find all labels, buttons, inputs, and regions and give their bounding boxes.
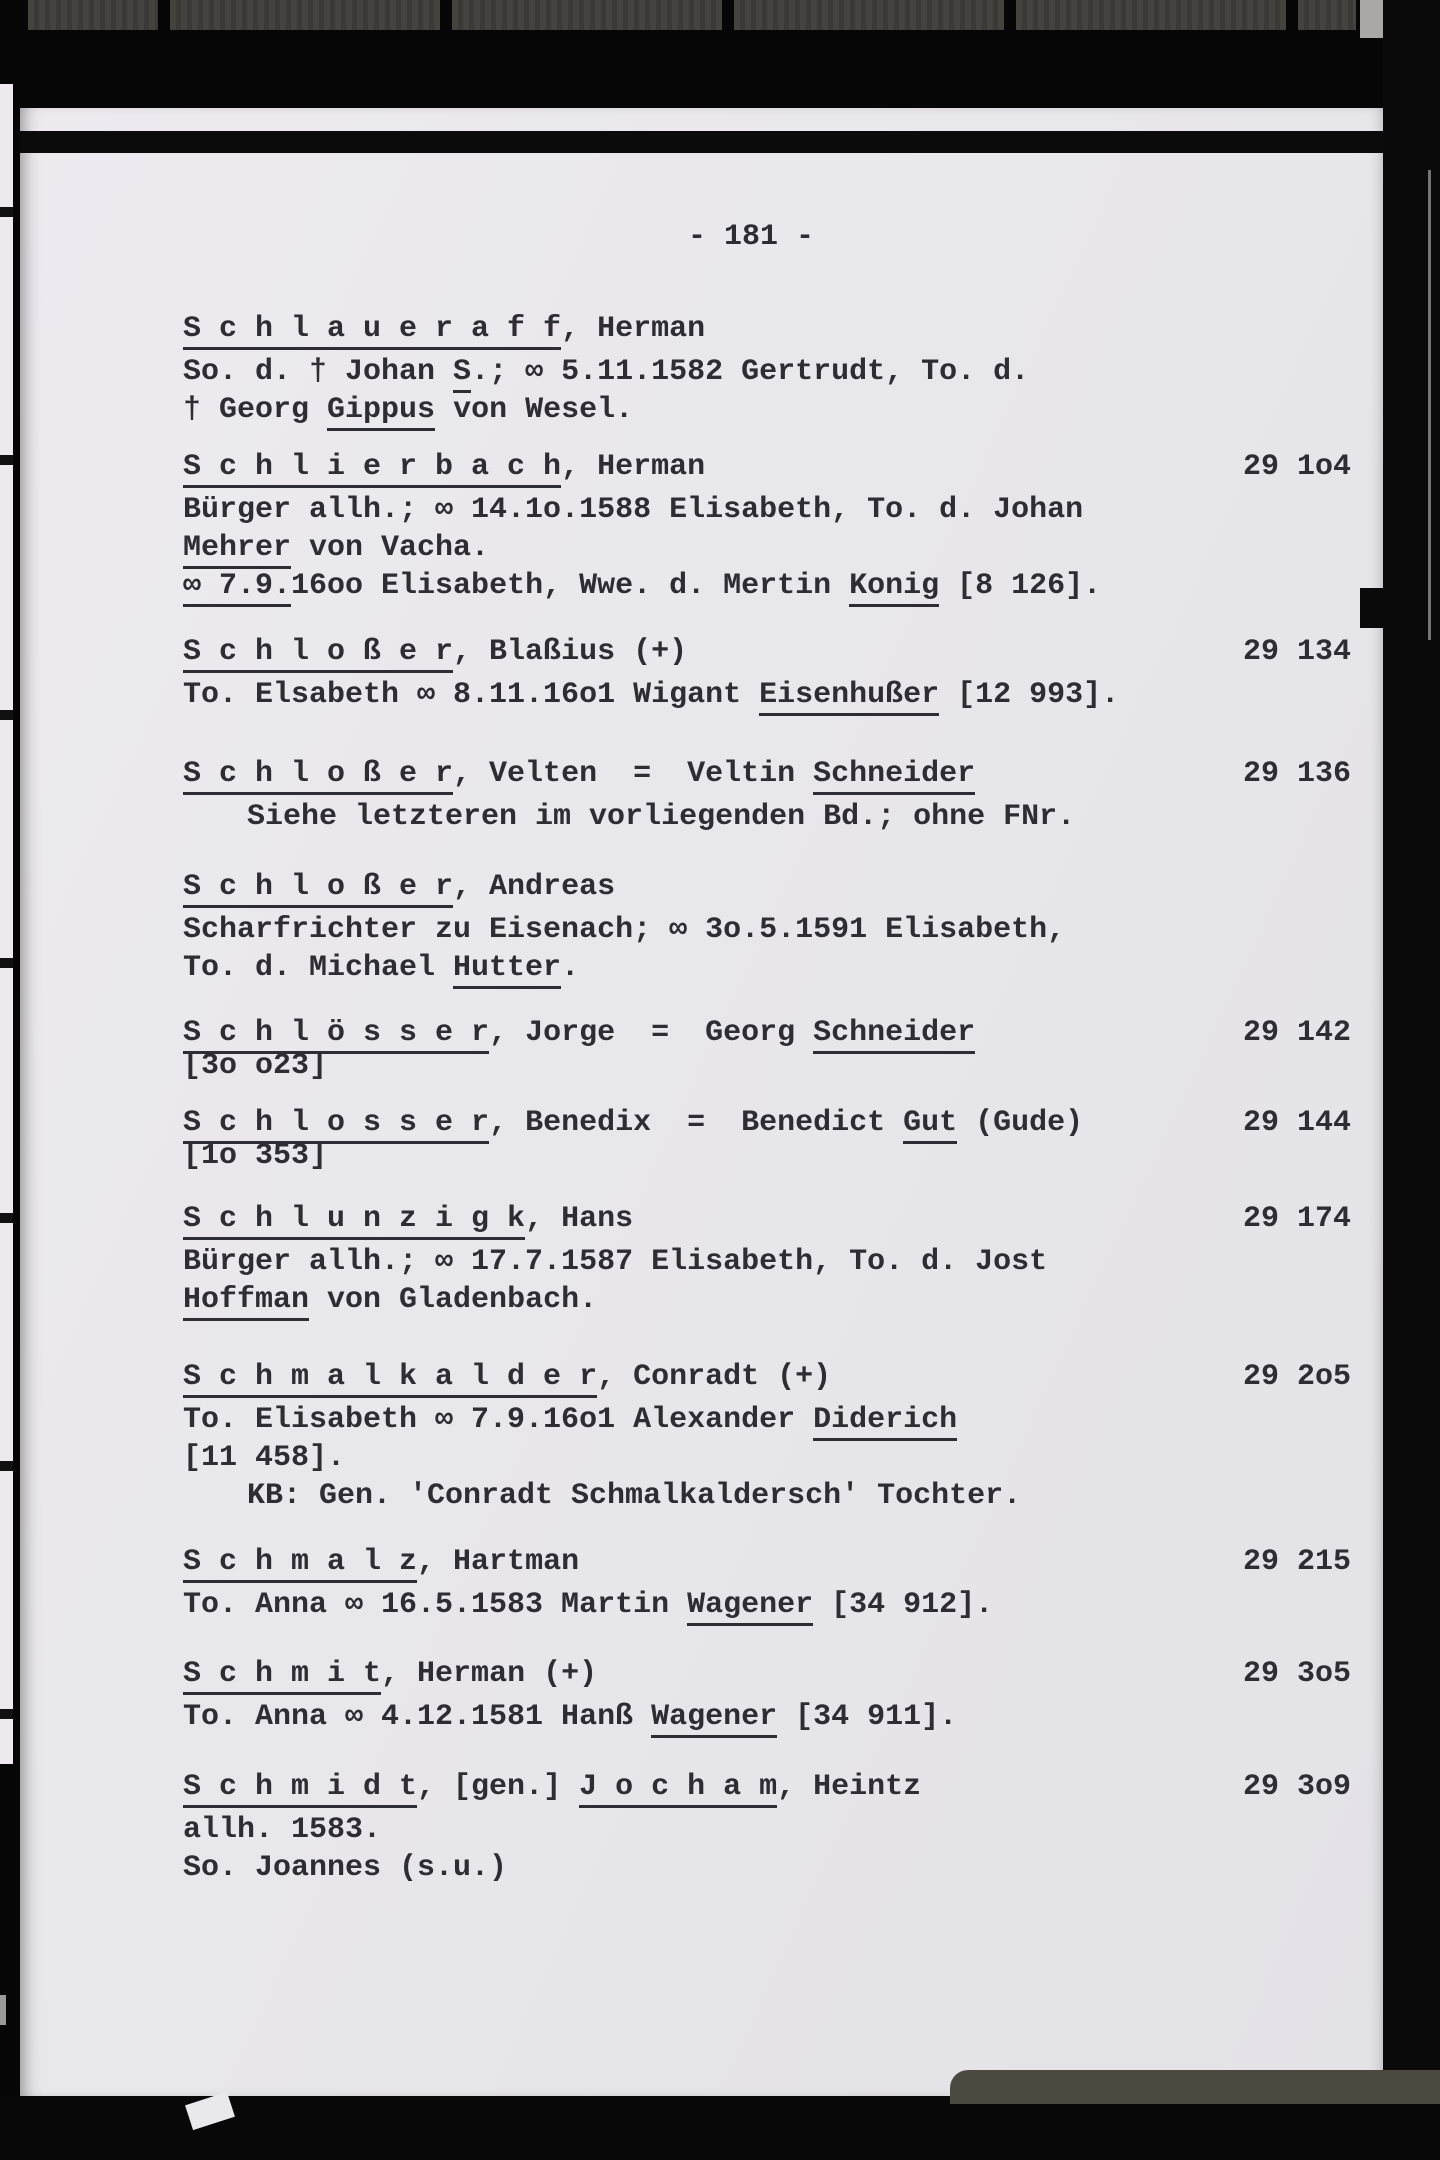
right-gutter [1383, 0, 1440, 2160]
underlined-text: S c h l i e r b a c h [183, 450, 561, 488]
book-edge-segment [734, 0, 1004, 30]
entry-body [183, 798, 1363, 836]
entry-heading [183, 1655, 1363, 1693]
text: Bürger allh.; ∞ 14.1o.1588 Elisabeth, To. d. Johan [183, 493, 1084, 527]
register-entry [183, 1768, 1363, 1887]
text: , Benedix = Benedict [489, 1106, 904, 1140]
underlined-text: Hoffman [183, 1283, 309, 1321]
film-number: 29 1o4 [1243, 450, 1352, 484]
underlined-text: S c h m i d t [183, 1770, 417, 1808]
text: , Heintz [777, 1770, 922, 1804]
entry-line [183, 1243, 1363, 1281]
entry-body [183, 353, 1363, 429]
entry-heading [183, 1768, 1363, 1806]
text: , Herman [561, 450, 706, 484]
entry-body [183, 491, 1363, 605]
text: , Velten = Veltin [453, 757, 814, 791]
film-number: 29 2o5 [1243, 1360, 1352, 1394]
entry-line [183, 1811, 1363, 1849]
text: Bürger allh.; ∞ 17.7.1587 Elisabeth, To. d. Jost [183, 1245, 1048, 1279]
left-page-edge [0, 84, 13, 1764]
film-mark [0, 1461, 13, 1471]
film-mark [0, 1709, 13, 1719]
entry-heading [183, 633, 1363, 671]
text: , Blaßius (+) [453, 635, 688, 669]
entry-body [183, 1586, 1363, 1624]
underlined-text: Wagener [687, 1588, 813, 1626]
left-edge-mark [0, 1995, 6, 2025]
underlined-text: S c h l u n z i g k [183, 1202, 525, 1240]
text: To. d. Michael [183, 951, 454, 985]
entry-heading [183, 1014, 1363, 1052]
entry-heading [183, 868, 1363, 906]
entry-line [183, 798, 1363, 836]
text: So. d. † Johan [183, 355, 454, 389]
register-entry [183, 755, 1363, 836]
entry-line [183, 529, 1363, 567]
film-mark [0, 710, 13, 720]
film-mark [0, 958, 13, 968]
text: [34 912]. [813, 1588, 994, 1622]
book-edge-segment [1016, 0, 1286, 30]
register-entry [183, 868, 1363, 987]
text: , Andreas [453, 870, 616, 904]
text: [1o 353] [183, 1139, 328, 1173]
underlined-text: Mehrer [183, 531, 291, 569]
underlined-text: Diderich [813, 1403, 957, 1441]
entry-line [183, 1281, 1363, 1319]
entry-line [183, 911, 1363, 949]
text: To. Elisabeth ∞ 7.9.16o1 Alexander [183, 1403, 814, 1437]
text: Siehe letzteren im vorliegenden Bd.; ohne FNr. [247, 800, 1076, 834]
register-entry [183, 1104, 1363, 1175]
entry-body [183, 1811, 1363, 1887]
register-entry [183, 633, 1363, 714]
text: [3o o23] [183, 1049, 328, 1083]
text: von Gladenbach. [309, 1283, 598, 1317]
register-entry [183, 1543, 1363, 1624]
film-number: 29 174 [1243, 1202, 1352, 1236]
underlined-text: S c h l o s s e r [183, 1106, 489, 1144]
entry-line [183, 949, 1363, 987]
film-number: 29 134 [1243, 635, 1352, 669]
text: , Jorge = Georg [489, 1016, 814, 1050]
entry-line [183, 1477, 1363, 1515]
entry-heading [183, 1543, 1363, 1581]
book-edge-segment [1298, 0, 1356, 30]
entry-heading [183, 310, 1363, 348]
entry-line [183, 1439, 1363, 1477]
register-entry [183, 1014, 1363, 1085]
text: To. Anna ∞ 4.12.1581 Hanß [183, 1700, 652, 1734]
book-edge-segment [452, 0, 722, 30]
bottom-page-curl [950, 2070, 1440, 2104]
underlined-text: Hutter [453, 951, 561, 989]
text: [12 993]. [939, 678, 1120, 712]
text: [11 458]. [183, 1441, 346, 1475]
text: [8 126]. [939, 569, 1102, 603]
film-mark [0, 455, 13, 465]
register-entry [183, 310, 1363, 429]
right-gutter-line [1428, 170, 1431, 640]
text: allh. 1583. [183, 1813, 382, 1847]
entry-body [183, 676, 1363, 714]
text: , Conradt (+) [597, 1360, 832, 1394]
underlined-text: S c h l o ß e r [183, 870, 453, 908]
entry-heading [183, 1358, 1363, 1396]
text: von Vacha. [291, 531, 490, 565]
underlined-text: ∞ 7.9. [183, 569, 291, 607]
entry-line [183, 1698, 1363, 1736]
page-top-shadow [20, 131, 1383, 153]
underlined-text: J o c h a m [579, 1770, 777, 1808]
text: To. Elsabeth ∞ 8.11.16o1 Wigant [183, 678, 760, 712]
underlined-text: Eisenhußer [759, 678, 939, 716]
text: (Gude) [957, 1106, 1084, 1140]
text: [34 911]. [777, 1700, 958, 1734]
entry-line [183, 391, 1363, 429]
underlined-text: Konig [849, 569, 939, 607]
underlined-text: Schneider [813, 757, 975, 795]
entry-line [183, 353, 1363, 391]
underlined-text: Gut [903, 1106, 957, 1144]
entry-heading [183, 1200, 1363, 1238]
film-number: 29 136 [1243, 757, 1352, 791]
right-gutter-notch [1360, 588, 1400, 628]
entry-line [183, 1586, 1363, 1624]
underlined-text: S c h m a l k a l d e r [183, 1360, 597, 1398]
entry-line [183, 491, 1363, 529]
film-number: 29 3o5 [1243, 1657, 1352, 1691]
register-entry [183, 1200, 1363, 1319]
entry-line [183, 1849, 1363, 1887]
film-number: 29 144 [1243, 1106, 1352, 1140]
underlined-text: Gippus [327, 393, 435, 431]
entry-body [183, 1243, 1363, 1319]
underlined-text: Wagener [651, 1700, 777, 1738]
film-number: 29 3o9 [1243, 1770, 1352, 1804]
entry-body [183, 1401, 1363, 1515]
text: , Herman [561, 312, 706, 346]
text: von Wesel. [435, 393, 634, 427]
underlined-text: Schneider [813, 1016, 975, 1054]
text: .; ∞ 5.11.1582 Gertrudt, To. d. [471, 355, 1030, 389]
film-mark [0, 1213, 13, 1223]
text: So. Joannes (s.u.) [183, 1851, 508, 1885]
page-number: - 181 - [688, 220, 815, 254]
register-entry [183, 448, 1363, 605]
underlined-text: S c h l o ß e r [183, 635, 453, 673]
entry-heading [183, 448, 1363, 486]
underlined-text: S c h m i t [183, 1657, 381, 1695]
underlined-text: S [453, 355, 471, 393]
underlined-text: S c h m a l z [183, 1545, 417, 1583]
text: † Georg [183, 393, 328, 427]
underlined-text: S c h l ö s s e r [183, 1016, 489, 1054]
book-edge-segment [28, 0, 158, 30]
text: , [gen.] [417, 1770, 580, 1804]
register-entry [183, 1358, 1363, 1515]
entry-body [183, 1698, 1363, 1736]
text: KB: Gen. 'Conradt Schmalkaldersch' Tochter. [247, 1479, 1022, 1513]
entry-heading [183, 1104, 1363, 1142]
text: , Hartman [417, 1545, 580, 1579]
entry-line [183, 1401, 1363, 1439]
entry-heading [183, 755, 1363, 793]
entry-body [183, 911, 1363, 987]
film-number: 29 215 [1243, 1545, 1352, 1579]
film-number: 29 142 [1243, 1016, 1352, 1050]
film-mark [0, 207, 13, 217]
text: , Hans [525, 1202, 634, 1236]
entry-line [183, 676, 1363, 714]
text: 16oo Elisabeth, Wwe. d. Mertin [291, 569, 850, 603]
text: . [561, 951, 580, 985]
register-entry [183, 1655, 1363, 1736]
text: To. Anna ∞ 16.5.1583 Martin [183, 1588, 688, 1622]
underlined-text: S c h l o ß e r [183, 757, 453, 795]
text: Scharfrichter zu Eisenach; ∞ 3o.5.1591 Elisabeth, [183, 913, 1066, 947]
underlined-text: S c h l a u e r a f f [183, 312, 561, 350]
book-edge-segment [170, 0, 440, 30]
text: , Herman (+) [381, 1657, 598, 1691]
entry-line [183, 567, 1363, 605]
